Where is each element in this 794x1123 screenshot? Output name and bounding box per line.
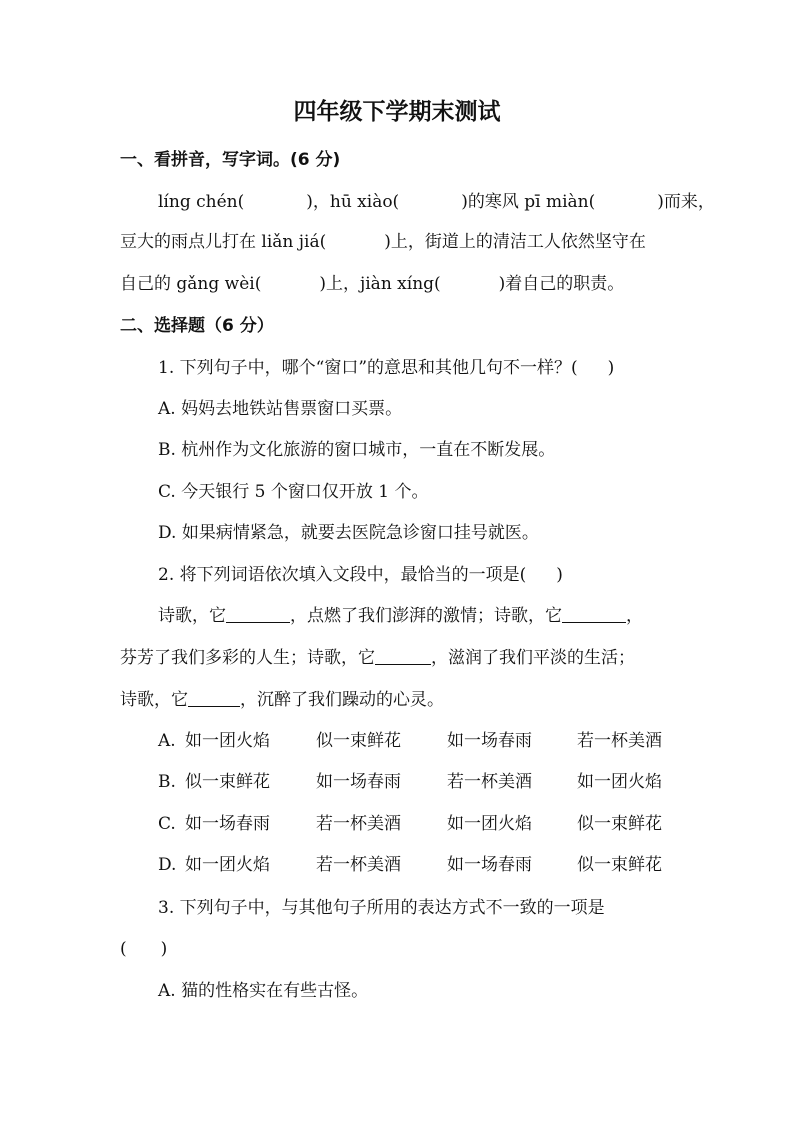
question-3-answer-paren[interactable]: ( ) <box>120 939 168 959</box>
option-word: 若一杯美酒 <box>447 772 532 792</box>
page-title: 四年级下学期末测试 <box>293 99 501 125</box>
fill-blank[interactable] <box>226 604 290 623</box>
question-3-option-a: A. 猫的性格实在有些古怪。 <box>158 981 369 1001</box>
fill-blank[interactable] <box>562 604 626 623</box>
option-word: 如一场春雨 <box>447 855 532 875</box>
pinyin-line-2 <box>120 230 646 254</box>
pinyin-text: 豆大的雨点儿打在 liǎn jiá( <box>120 232 327 252</box>
option-word: 如一团火焰 <box>185 855 270 875</box>
fill-blank[interactable] <box>188 688 240 707</box>
option-word: 若一杯美酒 <box>316 855 401 875</box>
section1-heading: 一、看拼音，写字词。(6 分) <box>120 150 341 170</box>
option-word: 如一场春雨 <box>316 772 401 792</box>
option-label: A. <box>158 731 176 751</box>
passage-text: ，点燃了我们澎湃的激情；诗歌，它 <box>290 606 562 626</box>
section2-heading: 二、选择题（6 分） <box>120 316 274 336</box>
passage-text: ，沉醉了我们躁动的心灵。 <box>240 690 444 710</box>
option-label: B. <box>158 772 176 792</box>
option-word: 若一杯美酒 <box>316 814 401 834</box>
passage-line-3 <box>120 688 444 712</box>
option-word: 似一束鲜花 <box>185 772 270 792</box>
question-1-option-c: C. 今天银行 5 个窗口仅开放 1 个。 <box>158 482 429 502</box>
option-label: D. <box>158 855 177 875</box>
option-word: 如一团火焰 <box>577 772 662 792</box>
question-text: ) <box>556 565 563 585</box>
option-word: 如一场春雨 <box>185 814 270 834</box>
passage-text: 诗歌，它 <box>120 690 188 710</box>
pinyin-text: 自己的 gǎng wèi( <box>120 274 262 294</box>
question-text: 2. 将下列词语依次填入文段中，最恰当的一项是( <box>158 565 527 585</box>
option-word: 似一束鲜花 <box>577 814 662 834</box>
passage-text: ， <box>626 606 643 626</box>
pinyin-text: líng chén( <box>158 192 245 212</box>
question-2-stem <box>158 563 563 587</box>
question-1-option-b: B. 杭州作为文化旅游的窗口城市，一直在不断发展。 <box>158 440 556 460</box>
pinyin-text: )上，街道上的清洁工人依然坚守在 <box>384 232 646 252</box>
pinyin-line-1 <box>158 190 715 214</box>
question-text: ) <box>607 358 615 378</box>
fill-blank[interactable] <box>375 646 431 665</box>
option-word: 如一团火焰 <box>185 731 270 751</box>
pinyin-text: )，hū xiào( <box>306 192 400 212</box>
question-3-stem: 3. 下列句子中，与其他句子所用的表达方式不一致的一项是 <box>158 898 605 918</box>
passage-line-1 <box>158 604 643 628</box>
option-word: 似一束鲜花 <box>316 731 401 751</box>
pinyin-text: )而来， <box>657 192 715 212</box>
option-word: 如一团火焰 <box>447 814 532 834</box>
passage-line-2 <box>120 646 635 670</box>
option-label: C. <box>158 814 176 834</box>
passage-text: 诗歌，它 <box>158 606 226 626</box>
question-1-stem <box>158 356 614 380</box>
question-1-option-d: D. 如果病情紧急，就要去医院急诊窗口挂号就医。 <box>158 523 539 543</box>
pinyin-text: )上，jiàn xíng( <box>319 274 441 294</box>
question-text: 1. 下列句子中，哪个“窗口”的意思和其他几句不一样？( <box>158 358 578 378</box>
pinyin-text: )的寒风 pī miàn( <box>461 192 596 212</box>
passage-text: ，滋润了我们平淡的生活； <box>431 648 635 668</box>
option-word: 如一场春雨 <box>447 731 532 751</box>
pinyin-text: )着自己的职责。 <box>498 274 625 294</box>
pinyin-line-3 <box>120 272 624 296</box>
option-word: 若一杯美酒 <box>577 731 662 751</box>
passage-text: 芬芳了我们多彩的人生；诗歌，它 <box>120 648 375 668</box>
option-word: 似一束鲜花 <box>577 855 662 875</box>
question-1-option-a: A. 妈妈去地铁站售票窗口买票。 <box>158 399 403 419</box>
